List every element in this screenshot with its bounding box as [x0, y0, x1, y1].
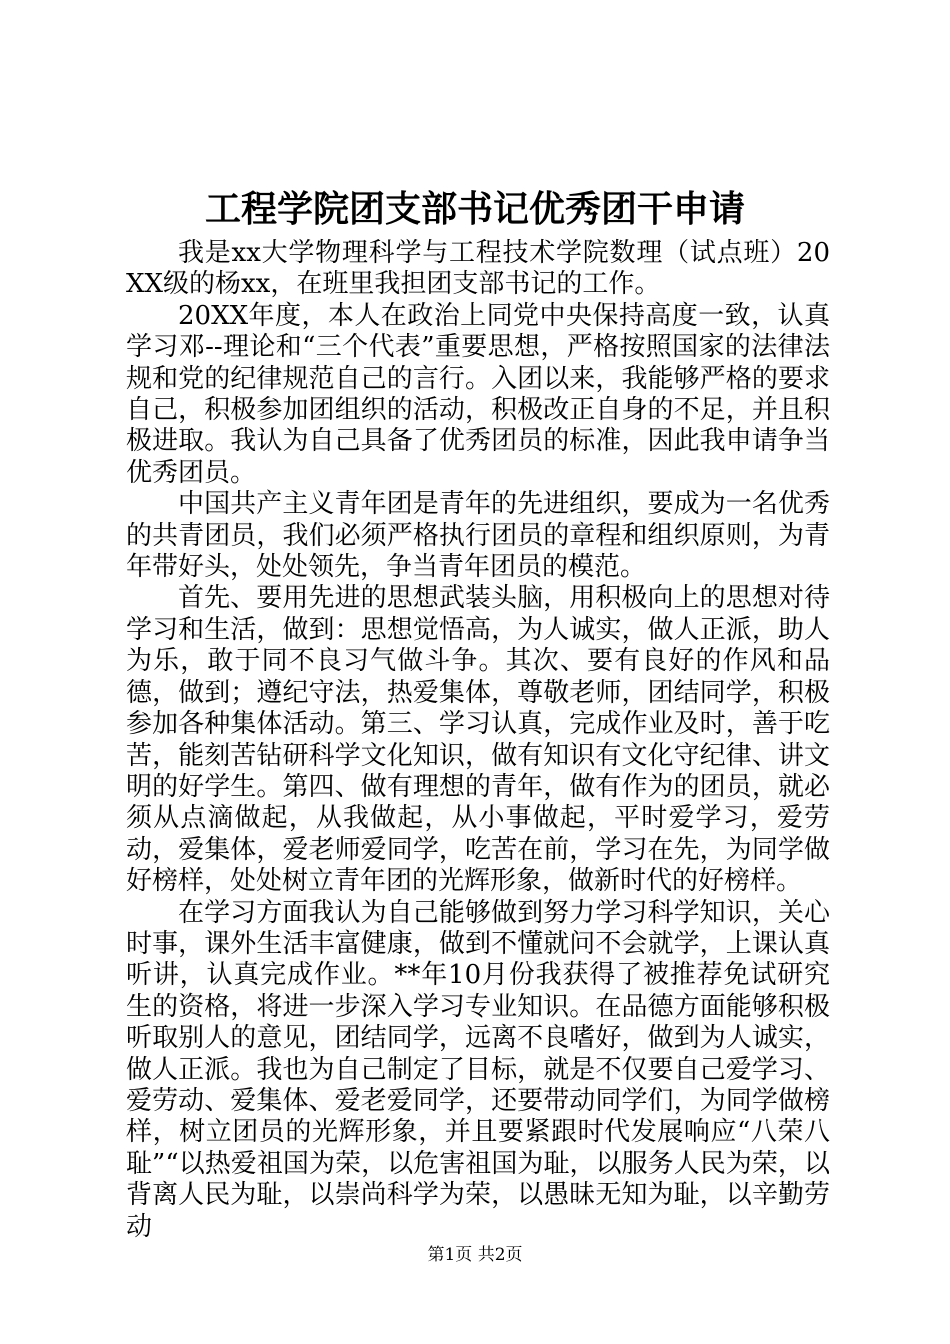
- document-body: [126, 238, 830, 1243]
- paragraph-requirements: 首先、要用先进的思想武装头脑，用积极向上的思想对待学习和生活，做到：思想觉悟高，为人诚实，做人正派，助人为乐，敢于同不良习气做斗争。其次、要有良好的作风和品德，做到；遵纪守法，热爱集体，尊敬老师，团结同学，积极参加各种集体活动。第三、学习认真，完成作业及时，善于吃苦，能刻苦钻研科学文化知识，做有知识有文化守纪律、讲文明的好学生。第四、做有理想的青年，做有作为的团员，就必须从点滴做起，从我做起，从小事做起，平时爱学习，爱劳动，爱集体，爱老师爱同学，吃苦在前，学习在先，为同学做好榜样，处处树立青年团的光辉形象，做新时代的好榜样。: [126, 583, 830, 897]
- paragraph-intro: 我是xx大学物理科学与工程技术学院数理（试点班）20XX级的杨xx，在班里我担团支部书记的工作。: [126, 238, 830, 300]
- page-number-footer: 第1页 共2页: [427, 1245, 523, 1265]
- paragraph-study: 在学习方面我认为自己能够做到努力学习科学知识，关心时事，课外生活丰富健康，做到不懂就问不会就学，上课认真听讲，认真完成作业。**年10月份我获得了被推荐免试研究生的资格，将进一步深入学习专业知识。在品德方面能够积极听取别人的意见，团结同学，远离不良嗜好，做到为人诚实，做人正派。我也为自己制定了目标，就是不仅要自己爱学习、爱劳动、爱集体、爱老爱同学，还要带动同学们，为同学做榜样，树立团员的光辉形象，并且要紧跟时代发展响应“八荣八耻”“以热爱祖国为荣，以危害祖国为耻，以服务人民为荣，以背离人民为耻，以崇尚科学为荣，以愚昧无知为耻，以辛勤劳动: [126, 897, 830, 1242]
- paragraph-political: 20XX年度，本人在政治上同党中央保持高度一致，认真学习邓--理论和“三个代表”重要思想，严格按照国家的法律法规和党的纪律规范自己的言行。入团以来，我能够严格的要求自己，积极参加团组织的活动，积极改正自身的不足，并且积极进取。我认为自己具备了优秀团员的标准，因此我申请争当优秀团员。: [126, 300, 830, 488]
- document-title: 工程学院团支部书记优秀团干申请: [204, 188, 745, 230]
- paragraph-league: 中国共产主义青年团是青年的先进组织，要成为一名优秀的共青团员，我们必须严格执行团员的章程和组织原则，为青年带好头，处处领先，争当青年团员的模范。: [126, 489, 830, 583]
